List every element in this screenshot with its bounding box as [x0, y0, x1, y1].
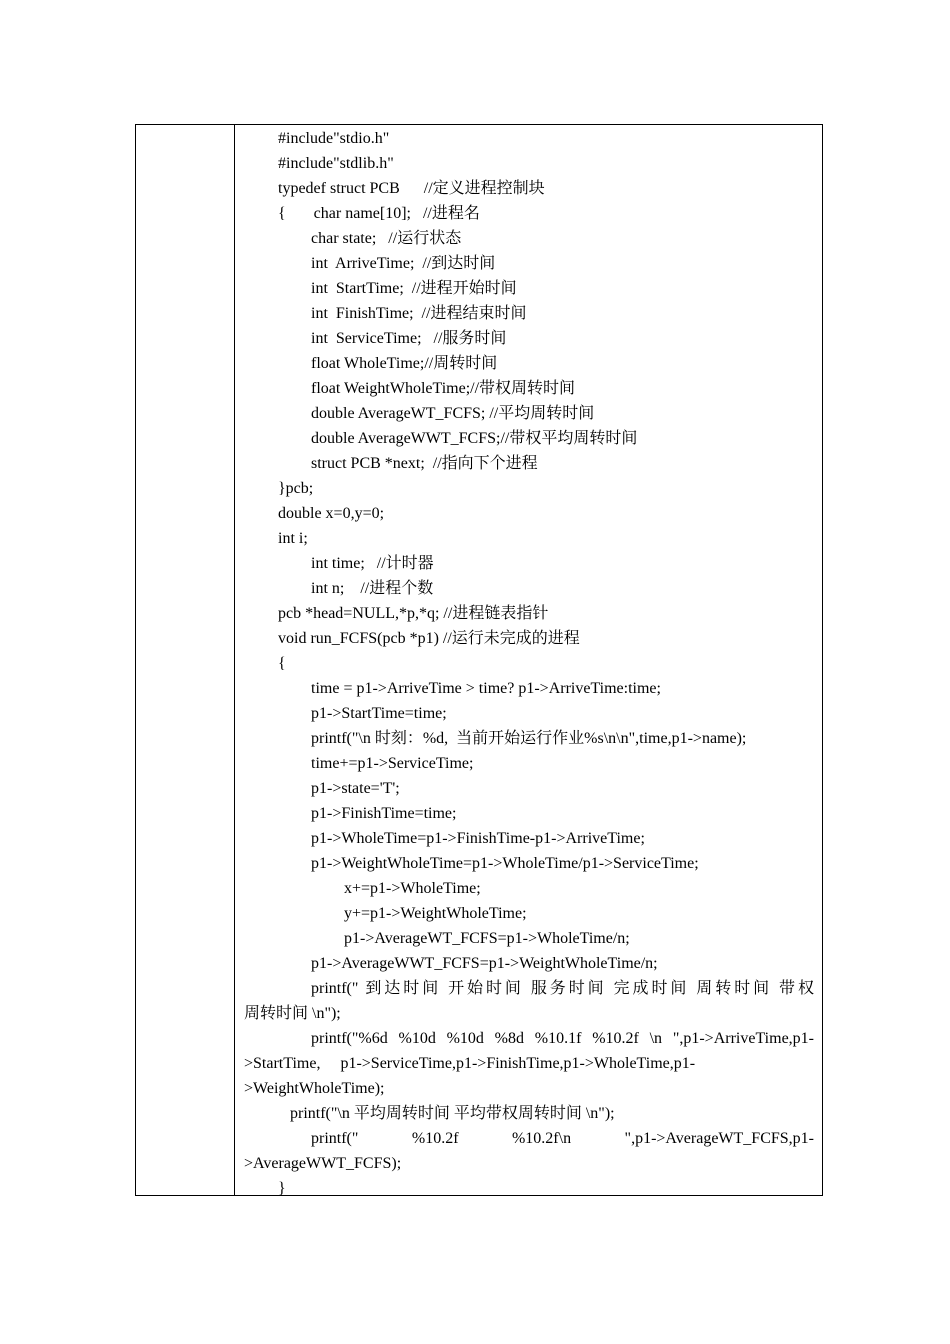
- code-line: p1->WeightWholeTime=p1->WholeTime/p1->ServiceTime;: [311, 855, 699, 872]
- code-line: void run_FCFS(pcb *p1) //运行未完成的进程: [278, 630, 580, 647]
- code-line: p1->AverageWT_FCFS=p1->WholeTime/n;: [344, 930, 630, 947]
- code-line: 周转时间 \n");: [244, 1005, 341, 1022]
- code-line: int ArriveTime; //到达时间: [311, 255, 496, 272]
- code-line: int FinishTime; //进程结束时间: [311, 305, 527, 322]
- code-line: int n; //进程个数: [311, 580, 434, 597]
- code-line: }: [278, 1180, 286, 1197]
- left-column-cell: [136, 125, 235, 1195]
- code-line: int time; //计时器: [311, 555, 434, 572]
- code-line: time+=p1->ServiceTime;: [311, 755, 474, 772]
- code-line: #include"stdio.h": [278, 130, 390, 147]
- code-line: double x=0,y=0;: [278, 505, 385, 522]
- code-line: char state; //运行状态: [311, 230, 462, 247]
- code-line: printf("\n 时刻：%d, 当前开始运行作业%s\n\n",time,p1->name);: [311, 730, 747, 747]
- code-line: printf(" 到达时间 开始时间 服务时间 完成时间 周转时间 带权: [311, 980, 814, 997]
- code-line: pcb *head=NULL,*p,*q; //进程链表指针: [278, 605, 549, 622]
- code-line: int StartTime; //进程开始时间: [311, 280, 517, 297]
- code-line: #include"stdlib.h": [278, 155, 394, 172]
- code-line: >StartTime, p1->ServiceTime,p1->FinishTime,p1->WholeTime,p1-: [244, 1055, 696, 1072]
- code-line: int ServiceTime; //服务时间: [311, 330, 507, 347]
- code-line: p1->FinishTime=time;: [311, 805, 457, 822]
- code-line: }pcb;: [278, 480, 314, 497]
- document-table: [135, 124, 823, 1196]
- code-line: p1->AverageWWT_FCFS=p1->WeightWholeTime/n;: [311, 955, 658, 972]
- code-line: float WeightWholeTime;//带权周转时间: [311, 380, 576, 397]
- code-line: y+=p1->WeightWholeTime;: [344, 905, 527, 922]
- code-cell: [236, 125, 822, 1195]
- code-line: p1->StartTime=time;: [311, 705, 447, 722]
- code-line: int i;: [278, 530, 308, 547]
- code-line: >WeightWholeTime);: [244, 1080, 385, 1097]
- code-line: p1->WholeTime=p1->FinishTime-p1->ArriveTime;: [311, 830, 645, 847]
- code-line: double AverageWWT_FCFS;//带权平均周转时间: [311, 430, 638, 447]
- code-line: float WholeTime;//周转时间: [311, 355, 498, 372]
- code-line: printf(" %10.2f %10.2f\n ",p1->AverageWT_FCFS,p1-: [311, 1130, 814, 1147]
- code-line: printf("%6d %10d %10d %8d %10.1f %10.2f \n ",p1->ArriveTime,p1-: [311, 1030, 814, 1047]
- code-line: x+=p1->WholeTime;: [344, 880, 481, 897]
- code-line: time = p1->ArriveTime > time? p1->ArriveTime:time;: [311, 680, 661, 697]
- code-line: typedef struct PCB //定义进程控制块: [278, 180, 545, 197]
- code-line: struct PCB *next; //指向下个进程: [311, 455, 538, 472]
- code-line: {: [278, 655, 286, 672]
- code-line: p1->state='T';: [311, 780, 400, 797]
- code-line: printf("\n 平均周转时间 平均带权周转时间 \n");: [290, 1105, 615, 1122]
- code-line: double AverageWT_FCFS; //平均周转时间: [311, 405, 595, 422]
- code-line: >AverageWWT_FCFS);: [244, 1155, 402, 1172]
- code-line: { char name[10]; //进程名: [278, 205, 480, 222]
